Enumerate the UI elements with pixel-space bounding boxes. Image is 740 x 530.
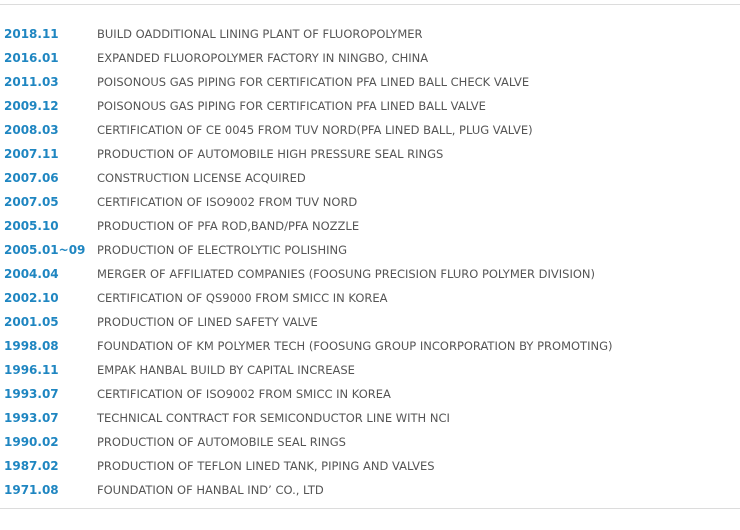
history-item [0,22,740,46]
history-item [0,238,740,262]
history-date: 2001.05 [4,315,59,329]
history-item [0,334,740,358]
history-description: CONSTRUCTION LICENSE ACQUIRED [97,171,306,185]
history-description: EXPANDED FLUOROPOLYMER FACTORY IN NINGBO, CHINA [97,51,429,65]
history-date: 2005.10 [4,219,59,233]
history-description: CERTIFICATION OF ISO9002 FROM TUV NORD [97,195,358,209]
history-item [0,94,740,118]
history-date: 2002.10 [4,291,59,305]
history-description: CERTIFICATION OF ISO9002 FROM SMICC IN KOREA [97,387,391,401]
history-item [0,310,740,334]
history-date: 2007.11 [4,147,59,161]
history-date: 2005.01~09 [4,243,86,257]
history-date: 2004.04 [4,267,59,281]
history-item [0,118,740,142]
history-item [0,430,740,454]
history-date: 2009.12 [4,99,59,113]
history-item [0,286,740,310]
history-description: CERTIFICATION OF QS9000 FROM SMICC IN KOREA [97,291,388,305]
history-description: MERGER OF AFFILIATED COMPANIES (FOOSUNG PRECISION FLURO POLYMER DIVISION) [97,267,596,281]
history-item [0,406,740,430]
history-description: FOUNDATION OF HANBAL IND’ CO., LTD [97,483,324,497]
history-description: PRODUCTION OF LINED SAFETY VALVE [97,315,318,329]
history-date: 2016.01 [4,51,59,65]
history-date: 1990.02 [4,435,59,449]
history-description: POISONOUS GAS PIPING FOR CERTIFICATION PFA LINED BALL CHECK VALVE [97,75,530,89]
history-description: PRODUCTION OF PFA ROD,BAND/PFA NOZZLE [97,219,360,233]
history-date: 2011.03 [4,75,59,89]
history-date: 1996.11 [4,363,59,377]
history-item [0,166,740,190]
history-date: 2007.05 [4,195,59,209]
history-item [0,478,740,502]
history-description: PRODUCTION OF AUTOMOBILE HIGH PRESSURE SEAL RINGS [97,147,444,161]
history-date: 2018.11 [4,27,59,41]
history-date: 1993.07 [4,411,59,425]
history-item [0,454,740,478]
history-date: 1987.02 [4,459,59,473]
history-item [0,382,740,406]
history-description: FOUNDATION OF KM POLYMER TECH (FOOSUNG GROUP INCORPORATION BY PROMOTING) [97,339,613,353]
bottom-divider [0,508,740,509]
company-history-list [0,22,740,502]
history-description: TECHNICAL CONTRACT FOR SEMICONDUCTOR LINE WITH NCI [97,411,450,425]
history-item [0,358,740,382]
history-description: EMPAK HANBAL BUILD BY CAPITAL INCREASE [97,363,355,377]
history-date: 2008.03 [4,123,59,137]
history-item [0,142,740,166]
history-item [0,190,740,214]
history-item [0,70,740,94]
history-date: 1993.07 [4,387,59,401]
history-item [0,262,740,286]
history-description: BUILD OADDITIONAL LINING PLANT OF FLUOROPOLYMER [97,27,423,41]
history-date: 1971.08 [4,483,59,497]
history-description: PRODUCTION OF TEFLON LINED TANK, PIPING AND VALVES [97,459,435,473]
history-description: PRODUCTION OF ELECTROLYTIC POLISHING [97,243,348,257]
history-date: 1998.08 [4,339,59,353]
history-description: PRODUCTION OF AUTOMOBILE SEAL RINGS [97,435,346,449]
top-divider [0,4,740,5]
history-date: 2007.06 [4,171,59,185]
history-item [0,46,740,70]
history-description: CERTIFICATION OF CE 0045 FROM TUV NORD(PFA LINED BALL, PLUG VALVE) [97,123,533,137]
history-description: POISONOUS GAS PIPING FOR CERTIFICATION PFA LINED BALL VALVE [97,99,486,113]
history-item [0,214,740,238]
